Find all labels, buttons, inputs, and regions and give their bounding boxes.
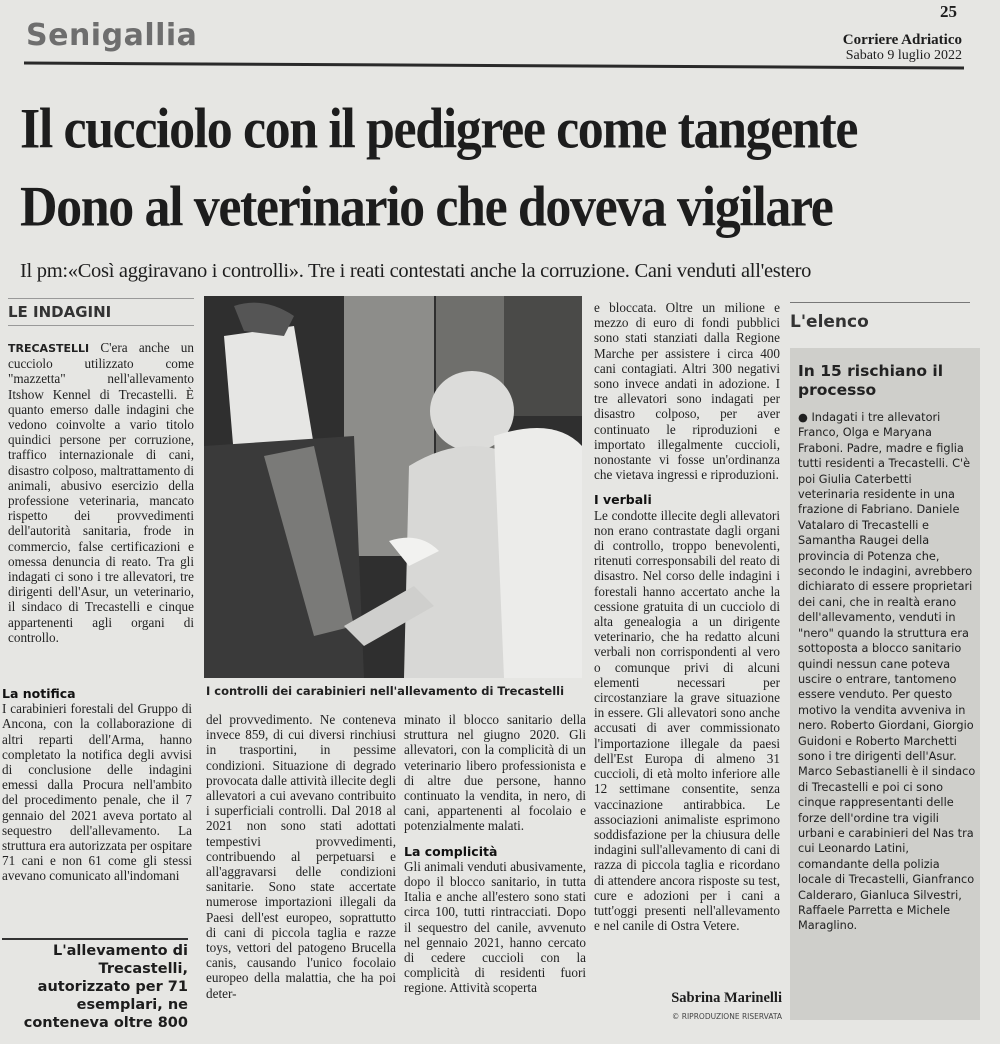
column-1b-text: I carabinieri forestali del Gruppo di Ancona, con la collaborazione di altri reparti dell'Arma, hanno completato la notifica degli avvisi di conclusione delle indagini emessi dalla Procura nell'ambito del procedimento penale, che il 7 gennaio del 2021 aveva portato al sequestro dell'allevamento. La struttura era autorizzata per ospitare 71 cani e non 61 come gli stessi avevano comunicato all'indomani xyxy=(2,701,192,884)
kicker: LE INDAGINI xyxy=(8,298,194,321)
column-3b-text: Gli animali venduti abusivamente, dopo il blocco sanitario, in tutta Italia e anche all'estero sono stati circa 100, tutti rintracciati. Dopo il sequestro del canile, avvenuto nel gennaio 2021, hanno cercato di cedere cuccioli con la complicità di residenti fuori regione. Attività scoperta xyxy=(404,858,586,996)
column-2-text: del provvedimento. Ne conteneva invece 859, di cui diversi rinchiusi in trasportini, in pessime condizioni. Situazione di degrado provocata dalle attività illecite degli allevatori a cui avevano contribuito i superficiali controlli. Dal 2018 al 2021 non sono stati adottati tempestivi provvedimenti, contribuendo al perpetuarsi e all'aggravarsi delle condizioni sanitarie. Sono state accertate numerose importazioni illegali da Paesi dell'est europeo, soprattutto di cani di piccola taglia e razze toys, vettori del patogeno Brucella canis, causando l'unico focolaio europeo della malattia, che ha poi deter- xyxy=(206,712,396,1001)
column-4b-text: Le condotte illecite degli allevatori non erano contrastate dagli organi di controllo, troppo benevolenti, ritenuti corresponsabili del reato di disastro. Nel corso delle indagini i forestali hanno accertato anche la cessione gratuita di un cucciolo di alta genealogia a un dirigente veterinario, che ha redatto alcuni verbali non corrispondenti al vero o comunque privi di alcuni elementi necessari per circostanziare la grave situazione in essere. Gli allevatori sono anche accusati di aver commissionato l'importazione illegale da paesi dell'Est Europa di almeno 31 cuccioli, di età molto inferiore alle 12 settimane consentite, senza vaccinazione antirabbica. Le associazioni animaliste esprimono soddisfazione per la chiusura delle indagini sull'allevamento di cani di razza di piccola taglia e ricordano di attendere ancora risposte su test, cure e adozioni per i cani a tutt'oggi presenti nell'allevamento e nel canile di Ostra Vetere. xyxy=(594,507,780,934)
sidebar-body: Indagati i tre allevatori Franco, Olga e Maryana Fraboni. Padre, madre e figlia tutti residenti a Trecastelli. C'è poi Giulia Caterbetti veterinaria residente in una frazione di Fabriano. Daniele Vatalaro di Trecastelli e Samantha Raugei della provincia di Potenza che, secondo le indagini, avrebbero dichiarato di essere proprietari dei cani, che in realtà erano dell'allevamento, venduti in "nero" quando la struttura era sottoposta a blocco sanitario quindi nessun cane poteva uscire o entrare, tantomeno essere venduto. Per questo motivo la vendita avveniva in nero. Roberto Giordani, Giorgio Guidoni e Roberto Marchetti sono i tre dirigenti dell'Asur. Marco Sebastianelli è il sindaco di Trecastelli e poi ci sono cinque rappresentanti delle forze dell'ordine tra vigili urbani e carabinieri del Nas tra cui Leonardo Latini, comandante della polizia locale di Trecastelli, Gianfranco Calderaro, Gianluca Silvestri, Raffaele Parretta e Michele Maraglino. xyxy=(798,411,976,933)
article-column-1b xyxy=(2,686,192,936)
article-photo xyxy=(204,296,582,678)
issue-date: Sabato 9 luglio 2022 xyxy=(845,48,962,63)
article-column-3 xyxy=(404,712,586,1012)
section-title: Senigallia xyxy=(26,18,198,53)
column-3-text: minato il blocco sanitario della struttura nel giugno 2020. Gli allevatori, con la complicità di un veterinario libero professionista e di altre due persone, hanno continuato la vendita, in nero, di cani, appartenenti al focolaio e potenzialmente malati. xyxy=(404,712,586,834)
article-column-2 xyxy=(206,712,396,1012)
copyright-notice: © RIPRODUZIONE RISERVATA xyxy=(671,1012,782,1021)
article-column-4 xyxy=(594,300,780,990)
photo-caption: I controlli dei carabinieri nell'allevamento di Trecastelli xyxy=(206,684,565,698)
column-1-text: C'era anche un cucciolo utilizzato come "mazzetta" nell'allevamento Itshow Kennel di Trecastelli. È quanto emerso dalle indagini che vedono coinvolte a vario titolo quindici persone per corruzione, traffico internazionale di cani, disastro colposo, maltrattamento di animali, abusivo esercizio della professione veterinaria, mancato rispetto dei provvedimenti dell'autorità sanitaria, frode in commercio, false certificazioni e omessa denuncia di reato. Tra gli indagati ci sono i tre allevatori, tre dirigenti dell'Asur, un veterinario, il sindaco di Trecastelli e cinque appartenenti agli organi di controllo. xyxy=(8,340,194,645)
subheadline: Il pm:«Così aggiravano i controlli». Tre i reati contestati anche la corruzione. Cani venduti all'estero xyxy=(20,260,812,282)
article-column-1 xyxy=(8,340,194,680)
subheading-verbali: I verbali xyxy=(594,492,652,508)
headline-line-2: Dono al veterinario che doveva vigilare xyxy=(20,176,833,239)
photo-illustration xyxy=(204,296,582,678)
masthead xyxy=(800,32,962,64)
sidebar-rule xyxy=(790,302,970,303)
dateline: TRECASTELLI xyxy=(8,342,90,355)
column-4-text: e bloccata. Oltre un milione e mezzo di euro di fondi pubblici sono stati stanziati dalla Regione Marche per assistere i circa 400 cani contagiati. Altri 300 negativi sono invece andati in adozione. I tre allevatori sono indagati per disastro colposo, per aver continuato le riproduzioni e importato illegalmente cuccioli, nonostante vi fosse un'ordinanza che vietava ingressi e riproduzioni. xyxy=(594,300,780,483)
sidebar-text xyxy=(798,410,976,1010)
subheading-complicita: La complicità xyxy=(404,843,498,859)
newspaper-name: Corriere Adriatico xyxy=(842,32,962,48)
pull-quote: L'allevamento di Trecastelli, autorizzato per 71 esemplari, ne conteneva oltre 800 xyxy=(23,943,188,1031)
sidebar-label: L'elenco xyxy=(790,312,869,332)
headline-line-1: Il cucciolo con il pedigree come tangente xyxy=(20,98,858,161)
bullet-icon: ● xyxy=(798,411,808,424)
sidebar-title: In 15 rischiano il processo xyxy=(798,362,944,399)
subheading-notifica: La notifica xyxy=(2,686,76,701)
page-number: 25 xyxy=(940,2,957,21)
kicker-rule xyxy=(8,325,194,326)
byline: Sabrina Marinelli xyxy=(671,990,782,1006)
pull-quote-rule xyxy=(2,938,188,940)
